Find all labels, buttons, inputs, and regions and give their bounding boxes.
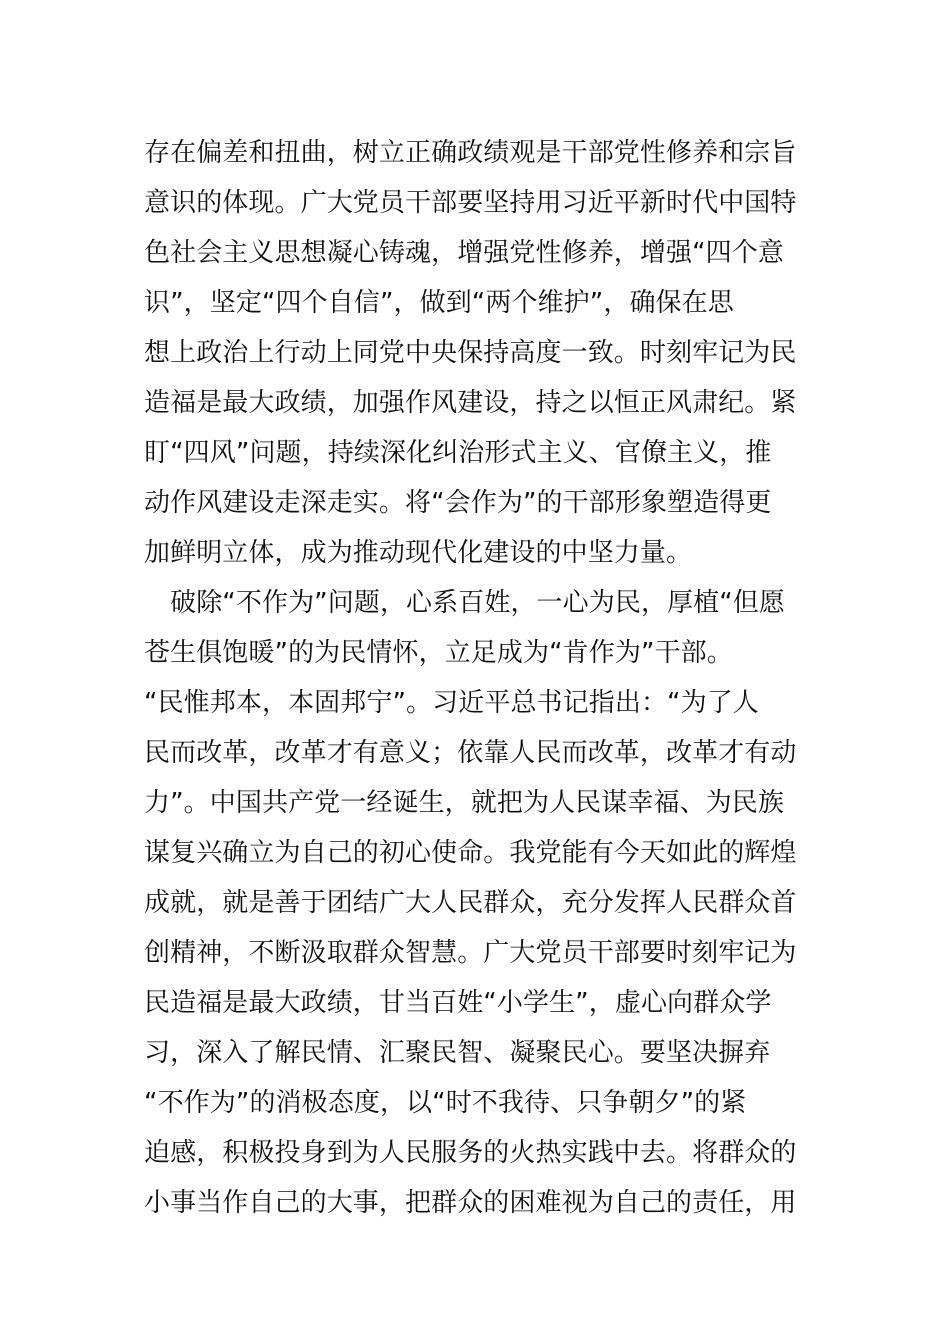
text-line: 破除“不作为”问题，心系百姓，一心为民，厚植“但愿 [144, 588, 786, 618]
text-line: 盯“四风”问题，持续深化纠治形式主义、官僚主义，推 [144, 438, 772, 468]
text-line: 民造福是最大政绩，甘当百姓“小学生”，虚心向群众学 [144, 988, 772, 1018]
text-line: 谋复兴确立为自己的初心使命。我党能有今天如此的辉煌 [144, 838, 797, 868]
text-line: “不作为”的消极态度，以“时不我待、只争朝夕”的紧 [144, 1088, 747, 1118]
text-line: 想上政治上行动上同党中央保持高度一致。时刻牢记为民 [144, 338, 797, 368]
text-line: 意识的体现。广大党员干部要坚持用习近平新时代中国特 [144, 188, 797, 218]
text-line: 造福是最大政绩，加强作风建设，持之以恒正风肃纪。紧 [144, 388, 797, 418]
text-line: 习，深入了解民情、汇聚民智、凝聚民心。要坚决摒弃 [144, 1038, 771, 1068]
paragraph-2 [144, 578, 816, 1228]
text-line: 力”。中国共产党一经诞生，就把为人民谋幸福、为民族 [144, 788, 784, 818]
text-line: 色社会主义思想凝心铸魂，增强党性修养，增强“四个意 [144, 238, 784, 268]
text-line: 识”，坚定“四个自信”，做到“两个维护”，确保在思 [144, 288, 734, 318]
text-line: 创精神，不断汲取群众智慧。广大党员干部要时刻牢记为 [144, 938, 797, 968]
text-line: 存在偏差和扭曲，树立正确政绩观是干部党性修养和宗旨 [144, 138, 797, 168]
text-line: 成就，就是善于团结广大人民群众，充分发挥人民群众首 [144, 888, 797, 918]
text-line: 迫感，积极投身到为人民服务的火热实践中去。将群众的 [144, 1138, 797, 1168]
paragraph-1 [144, 128, 816, 578]
text-line: “民惟邦本，本固邦宁”。习近平总书记指出：“为了人 [144, 688, 759, 718]
text-line: 加鲜明立体，成为推动现代化建设的中坚力量。 [144, 538, 693, 568]
text-line: 小事当作自己的大事，把群众的困难视为自己的责任，用 [144, 1188, 797, 1218]
text-line: 民而改革，改革才有意义；依靠人民而改革，改革才有动 [144, 738, 797, 768]
text-line: 动作风建设走深走实。将“会作为”的干部形象塑造得更 [144, 488, 772, 518]
text-line: 苍生俱饱暖”的为民情怀，立足成为“肯作为”干部。 [144, 638, 733, 668]
